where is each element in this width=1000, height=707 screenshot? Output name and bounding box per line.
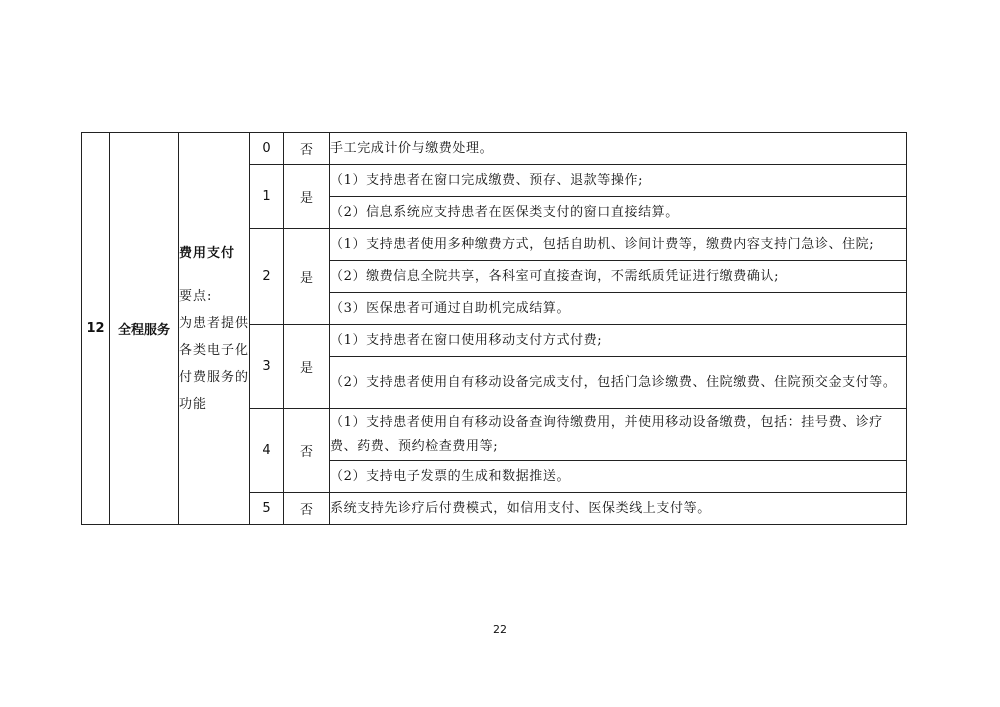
item-cell xyxy=(179,133,250,525)
table-row xyxy=(82,133,907,165)
level-cell: 1 xyxy=(250,165,284,229)
description-cell: （3）医保患者可通过自助机完成结算。 xyxy=(330,293,907,325)
description-cell: （2）支持电子发票的生成和数据推送。 xyxy=(330,461,907,493)
required-cell: 否 xyxy=(284,409,330,493)
required-cell: 否 xyxy=(284,133,330,165)
evaluation-table xyxy=(81,132,907,525)
required-cell: 是 xyxy=(284,325,330,409)
level-cell: 2 xyxy=(250,229,284,325)
description-cell: 手工完成计价与缴费处理。 xyxy=(330,133,907,165)
description-cell: （1）支持患者使用多种缴费方式，包括自助机、诊间计费等，缴费内容支持门急诊、住院; xyxy=(330,229,907,261)
description-cell: （2）缴费信息全院共享，各科室可直接查询，不需纸质凭证进行缴费确认; xyxy=(330,261,907,293)
level-cell: 4 xyxy=(250,409,284,493)
row-number: 12 xyxy=(82,133,110,525)
required-cell: 是 xyxy=(284,229,330,325)
description-cell: （2）信息系统应支持患者在医保类支付的窗口直接结算。 xyxy=(330,197,907,229)
required-cell: 否 xyxy=(284,493,330,525)
level-cell: 5 xyxy=(250,493,284,525)
level-cell: 3 xyxy=(250,325,284,409)
description-cell: 系统支持先诊疗后付费模式，如信用支付、医保类线上支付等。 xyxy=(330,493,907,525)
key-point-label: 要点: xyxy=(179,288,213,304)
key-point-description: 为患者提供各类电子化付费服务的功能 xyxy=(179,315,250,412)
description-cell: （1）支持患者在窗口完成缴费、预存、退款等操作; xyxy=(330,165,907,197)
description-cell: （2）支持患者使用自有移动设备完成支付，包括门急诊缴费、住院缴费、住院预交金支付等。 xyxy=(330,357,907,409)
description-cell: （1）支持患者使用自有移动设备查询待缴费用，并使用移动设备缴费，包括：挂号费、诊疗费、药费、预约检查费用等; xyxy=(330,409,907,461)
category-cell: 全程服务 xyxy=(110,133,179,525)
level-cell: 0 xyxy=(250,133,284,165)
page-number: 22 xyxy=(493,623,507,636)
description-cell: （1）支持患者在窗口使用移动支付方式付费; xyxy=(330,325,907,357)
item-title: 费用支付 xyxy=(179,245,236,261)
required-cell: 是 xyxy=(284,165,330,229)
